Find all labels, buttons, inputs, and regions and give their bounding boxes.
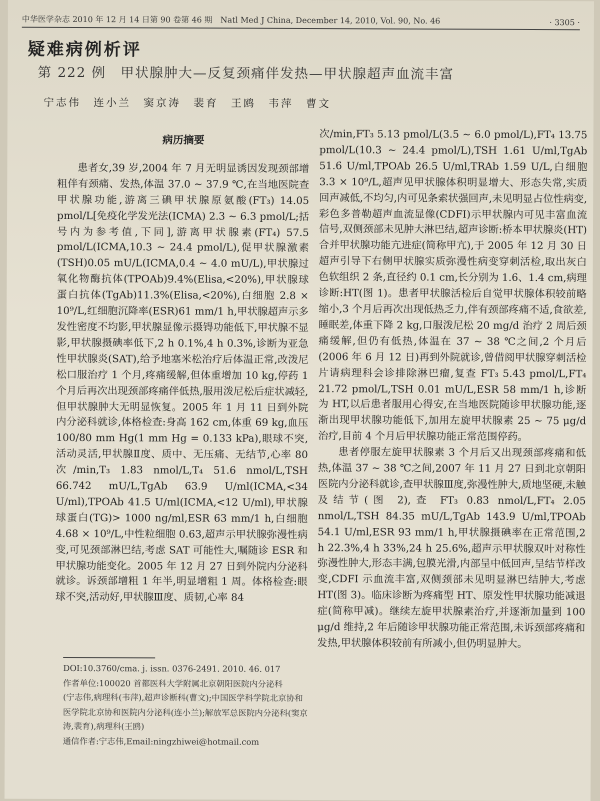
header-journal-citation: 中华医学杂志 2010 年 12 月 14 日第 90 卷第 46 期 Natl Med J China, December 14, 2010, Vol. 90, No. 46 xyxy=(21,14,441,26)
footnote-corresponding-author: 通信作者:宁志伟,Email:ningzhiwei@hotmail.com xyxy=(62,735,260,747)
running-header xyxy=(22,9,580,30)
header-page-number: · 3305 · xyxy=(549,18,580,28)
case-paragraph: 患者停服左旋甲状腺素 3 个月后又出现颈部疼痛和低热,体温 37 ~ 38 ℃之间,2007 年 11 月 27 日到北京朝阳医院内分泌科就诊,查甲状腺Ⅲ度,弥漫性肿大,质地坚硬,未触及结节(图 2),查 FT₃ 0.83 nmol/L,FT₄ 2.05 nmol/L,TSH 84.35 mU/L,TgAb 143.9 U/ml,TPOAb 54.1 U/ml,ESR 93 mm/1 h,甲状腺摄碘率在正常范围,2 h 22.3%,4 h 33%,24 h 25.6%,超声示甲状腺双叶对称性弥漫性肿大,形态丰满,包膜光滑,内部呈中低回声,呈结节样改变,CDFI 示血流丰富,双侧颈部未见明显淋巴结肿大,考虑 HT(图 3)。临床诊断为疼痛型 HT、原发性甲状腺功能减退症(简称甲减)。继续左旋甲状腺素治疗,并逐渐加量到 100 μg/d 维持,2 年后随诊甲状腺功能正常范围,未诉颈部疼痛和发热,甲状腺体积较前有所减小,但仍明显肿大。 xyxy=(317,447,587,650)
case-paragraph: 患者女,39 岁,2004 年 7 月无明显诱因发现颈部增粗伴有颈痛、发热,体温 37.0 ~ 37.9 ℃,在当地医院查甲状腺功能,游离三碘甲状腺原氨酸(FT₃) 14.05 pmol/L[免疫化学发光法(ICMA) 2.3 ~ 6.3 pmol/L;括号内为参考值,下同],游离甲状腺素(FT₄) 57.5 pmol/L(ICMA,10.3 ~ 24.4 pmol/L),促甲状腺激素(TSH)0.05 mU/L(ICMA,0.4 ~ 4.0 mU/L),甲状腺过氧化物酶抗体(TPOAb)9.4%(Elisa,<20%),甲状腺球蛋白抗体(TgAb)11.3%(Elisa,<20%),白细胞 2.8 × 10⁹/L,红细胞沉降率(ESR)61 mm/1 h,甲状腺超声示多发性密度不均影,甲状腺显像示摄锝功能低下,甲状腺不显影,甲状腺摄碘率低下,2 h 0.1%,4 h 0.3%,诊断为亚急性甲状腺炎(SAT),给予地塞米松治疗后体温正常,改泼尼松口服治疗 1 个月,疼痛缓解,但体重增加 10 kg,停药 1 个月后再次出现颈部疼痛伴低热,服用泼尼松后症状减轻,但甲状腺肿大无明显恢复。2005 年 1 月 11 日到外院内分泌科就诊,体格检查:身高 162 cm,体重 69 kg,血压 100/80 mm Hg(1 mm Hg = 0.133 kPa),眼球不突,活动灵活,甲状腺Ⅱ度、质中、无压痛、无结节,心率 80 次/min,T₃ 1.83 nmol/L,T₄ 51.6 nmol/L,TSH 66.742 mU/L,TgAb 63.9 U/ml(ICMA,<34 U/ml),TPOAb 41.5 U/ml(ICMA,<12 U/ml),甲状腺球蛋白(TG)> 1000 ng/ml,ESR 63 mm/1 h,白细胞 4.68 × 10⁹/L,中性粒细胞 0.63,超声示甲状腺弥漫性病变,可见颈部淋巴结,考虑 SAT 可能性大,嘱随诊 ESR 和甲状腺功能变化。2005 年 12 月 27 日到外院内分泌科就诊。诉颈部增粗 1 年半,明显增粗 1 周。体格检查:眼球不突,活动好,甲状腺Ⅲ度、质韧,心率 84 xyxy=(55,162,310,605)
footnote-doi: DOI:10.3760/cma. j. issn. 0376-2491. 2010. 46. 017 xyxy=(63,662,281,674)
left-column xyxy=(55,133,309,607)
journal-page xyxy=(5,0,594,801)
footnote-divider xyxy=(63,657,155,658)
footnote-affiliation: 作者单位:100020 首都医科大学附属北京朝阳医院内分泌科 xyxy=(62,677,283,689)
case-summary-heading: 病历摘要 xyxy=(162,134,205,147)
footnotes xyxy=(63,661,309,749)
right-column xyxy=(317,127,587,653)
case-paragraph-continued: 次/min,FT₃ 5.13 pmol/L(3.5 ~ 6.0 pmol/L),FT₄ 13.75 pmol/L(10.3 ~ 24.4 pmol/L),TSH 1.61 U/ml,TgAb 51.6 U/ml,TPOAb 26.5 U/ml,TRAb 1.59 U/L,白细胞 3.3 × 10⁹/L,超声见甲状腺体积明显增大、形态失常,实质回声减低,不均匀,内可见条索状强回声,未见明显占位性病变,彩色多普勒超声血流显像(CDFI)示甲状腺内可见丰富血流信号,双侧颈部未见肿大淋巴结,超声诊断:桥本甲状腺炎(HT)合并甲状腺功能亢进症(简称甲亢),于 2005 年 12 月 30 日超声引导下右侧甲状腺实质弥漫性病变穿刺活检,取出灰白色软组织 2 条,直径约 0.1 cm,长分别为 1.6、1.4 cm,病理诊断:HT(图 1)。患者甲状腺活检后自觉甲状腺体积较前略缩小,3 个月后再次出现低热乏力,伴有颈部疼痛不适,食欲差,睡眠差,体重下降 2 kg,口服泼尼松 20 mg/d 治疗 2 周后颈痛缓解,但仍有低热,体温在 37 ~ 38 ℃之间,2 个月后(2006 年 6 月 12 日)再到外院就诊,曾借阅甲状腺穿刺活检片请病理科会诊排除淋巴瘤,复查 FT₃ 5.43 pmol/L,FT₄ 21.72 pmol/L,TSH 0.01 mU/L,ESR 58 mm/1 h,诊断为 HT,以后患者服用心得安,在当地医院随诊甲状腺功能,逐渐出现甲状腺功能低下,加用左旋甲状腺素 25 ~ 75 μg/d 治疗,目前 4 个月后甲状腺功能正常范围停药。 xyxy=(318,129,588,444)
section-title: 疑难病例析评 xyxy=(27,39,142,61)
case-title: 第 222 例 甲状腺肿大—反复颈痛伴发热—甲状腺超声血流丰富 xyxy=(37,64,455,83)
author-list: 宁志伟 连小兰 窦京涛 裴育 王鸥 韦萍 曹文 xyxy=(43,96,332,111)
footnote-affiliation-detail: (宁志伟,病理科(韦萍),超声诊断科(曹文);中国医学科学院北京协和医学院北京协和医院内分泌科(连小兰);解放军总医院内分泌科(窦京涛,裴育),病理科(王鸥) xyxy=(62,691,308,732)
